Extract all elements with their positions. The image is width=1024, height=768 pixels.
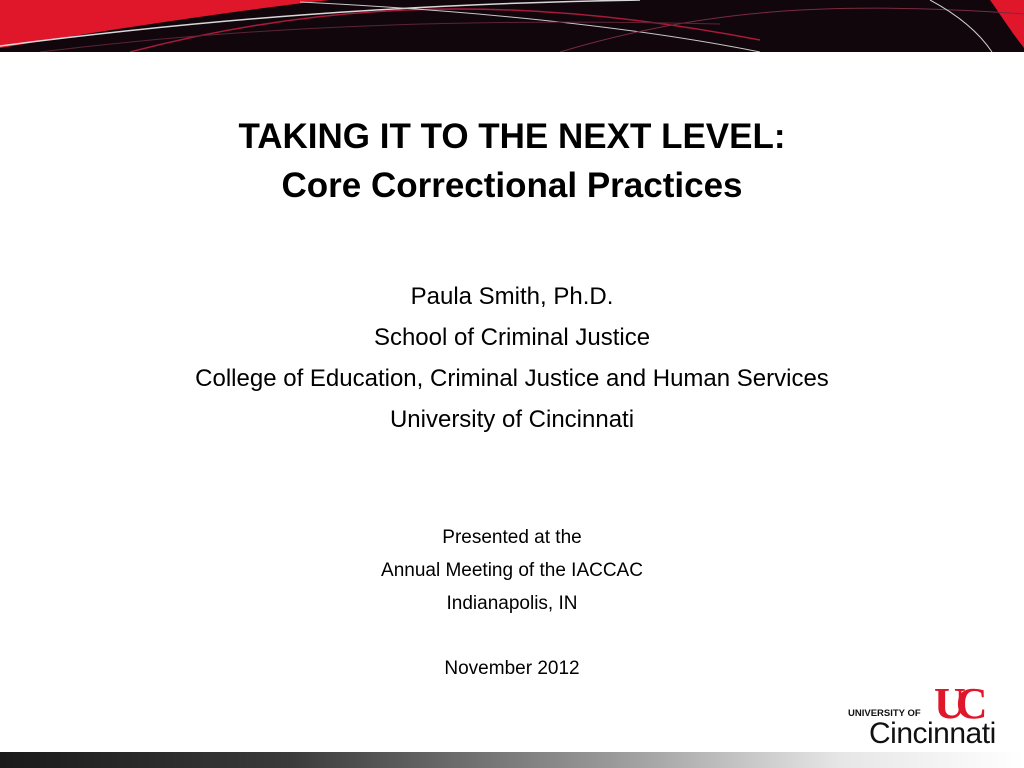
- meeting-name: Annual Meeting of the IACCAC: [381, 560, 643, 581]
- presented-at: Presented at the: [442, 527, 582, 548]
- slide-title-line-2: Core Correctional Practices: [281, 166, 743, 205]
- logo-uc-mark: UC: [934, 679, 978, 728]
- author-school: School of Criminal Justice: [373, 324, 651, 351]
- logo-cincinnati: Cincinnati: [869, 717, 996, 748]
- footer-gradient-bar: [0, 752, 1024, 768]
- university-logo: [846, 676, 996, 748]
- meeting-location: Indianapolis, IN: [446, 593, 578, 614]
- author-college: College of Education, Criminal Justice and Human Services: [195, 365, 829, 392]
- presentation-date: November 2012: [444, 658, 580, 679]
- slide-title-line-1: TAKING IT TO THE NEXT LEVEL:: [238, 117, 786, 156]
- header-banner: [0, 0, 1024, 52]
- author-name: Paula Smith, Ph.D.: [410, 283, 614, 310]
- author-university: University of Cincinnati: [389, 406, 635, 433]
- logo-university-of: UNIVERSITY OF: [848, 708, 921, 719]
